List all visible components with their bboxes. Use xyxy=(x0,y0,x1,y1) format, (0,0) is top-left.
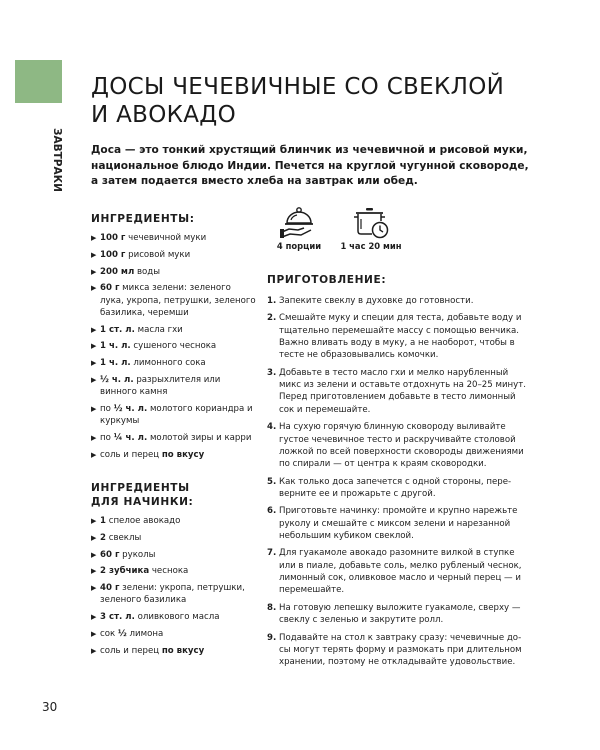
portions-label: 4 порции xyxy=(276,241,322,251)
ingredient-item-bold: 1 ст. л. xyxy=(100,324,135,335)
filling-item-text: зелени: укропа, петрушки, зеленого базилика xyxy=(100,583,245,606)
section-color-marker xyxy=(15,60,62,103)
portions-info xyxy=(264,207,334,251)
ingredient-item xyxy=(91,282,256,319)
ingredient-item-after: молотого кориандра и куркумы xyxy=(100,403,253,427)
step-item xyxy=(267,476,529,501)
ingredients-heading: ИНГРЕДИЕНТЫ: xyxy=(91,213,195,225)
step-item xyxy=(267,547,529,596)
filling-item-text: оливкового масла xyxy=(134,612,220,623)
step-number: 6. xyxy=(267,506,277,517)
ingredient-item xyxy=(91,266,256,278)
ingredient-item xyxy=(91,374,256,398)
step-number: 9. xyxy=(267,632,277,643)
filling-item xyxy=(91,549,256,561)
ingredient-item-text: масла гхи xyxy=(134,324,183,335)
preparation-column xyxy=(267,273,529,674)
serving-cloche-icon xyxy=(280,207,318,239)
filling-heading xyxy=(91,481,256,509)
filling-heading-line-2: ДЛЯ НАЧИНКИ: xyxy=(91,495,194,508)
filling-item-text: спелое авокадо xyxy=(105,515,181,526)
ingredient-item-bold: 1 ч. л. xyxy=(100,358,131,369)
step-text: Как только доса запечется с одной стороны, переверните ее и прожарьте с другой. xyxy=(279,476,512,499)
ingredient-item-text: рисовой муки xyxy=(125,249,191,260)
filling-item-bold: 3 ст. л. xyxy=(100,612,135,623)
step-number: 1. xyxy=(267,296,277,306)
ingredient-item-text: соль и перец xyxy=(100,449,162,460)
ingredient-item xyxy=(91,432,256,444)
recipe-intro: Доса — это тонкий хрустящий блинчик из чечевичной и рисовой муки, национальное блюдо Индии. Печется на круглой чугунной сковороде, а затем подается вместо хлеба на завтрак или обед. xyxy=(91,144,529,187)
ingredient-item-bold: 60 г xyxy=(100,283,120,294)
step-text: Для гуакамоле авокадо разомните вилкой в ступке или в пиале, добавьте соль, мелко рубленый чеснок, лимонный сок, оливковое масло и черный перец — и перемешайте. xyxy=(279,548,522,596)
page-number: 30 xyxy=(42,700,58,714)
filling-list xyxy=(91,515,256,657)
step-item xyxy=(267,421,529,470)
step-item xyxy=(267,367,529,416)
ingredient-item-text: лимонного сока xyxy=(130,358,206,369)
filling-item-after-bold: ½ xyxy=(117,628,127,639)
recipe-meta xyxy=(264,207,424,257)
steps-list xyxy=(267,295,529,669)
filling-item-text: чеснока xyxy=(149,566,189,577)
ingredient-item-after: молотой зиры и карри xyxy=(147,432,252,443)
step-item xyxy=(267,295,529,307)
ingredient-item xyxy=(91,232,256,244)
ingredient-item-text: разрыхлителя или винного камня xyxy=(100,374,221,398)
filling-item-after-bold: по вкусу xyxy=(161,645,205,656)
filling-item xyxy=(91,515,256,527)
ingredient-item xyxy=(91,324,256,336)
filling-item-text: свеклы xyxy=(105,532,142,543)
ingredient-item-bold: 100 г xyxy=(100,233,126,243)
ingredient-item-text: микса зелени: зеленого лука, укропа, петрушки, зеленого базилика, черемши xyxy=(100,283,256,318)
step-number: 4. xyxy=(267,422,277,433)
step-text: На сухую горячую блинную сковороду выливайте густое чечевичное тесто и раскручивайте столовой ложкой по всей поверхности сковороды движениями по спирали — от центра к краям сковородки. xyxy=(279,422,524,470)
filling-item-text: соль и перец xyxy=(100,645,162,656)
step-number: 3. xyxy=(267,367,277,378)
ingredient-item-bold: 100 г xyxy=(100,249,126,260)
step-text: Добавьте в тесто масло гхи и мелко нарубленный микс из зелени и оставьте отдохнуть на 20–25 минут. Перед приготовлением добавьте в тесто лимонный сок и перемешайте. xyxy=(279,367,526,415)
step-item xyxy=(267,505,529,542)
ingredient-item-text: воды xyxy=(134,266,161,277)
filling-item xyxy=(91,532,256,544)
ingredient-item xyxy=(91,449,256,461)
step-item xyxy=(267,632,529,669)
ingredient-item-text: по xyxy=(100,432,114,443)
ingredients-column xyxy=(91,212,256,662)
step-number: 2. xyxy=(267,313,277,324)
ingredient-item-bold: 1 ч. л. xyxy=(100,341,131,352)
step-item xyxy=(267,312,529,361)
pot-timer-icon xyxy=(352,207,390,239)
filling-item-text: сок xyxy=(100,628,118,639)
section-label: ЗАВТРАКИ xyxy=(51,128,63,192)
ingredient-item xyxy=(91,403,256,427)
filling-item xyxy=(91,645,256,657)
filling-item xyxy=(91,565,256,577)
step-text: Смешайте муку и специи для теста, добавьте воду и тщательно перемешайте массу с помощью венчика. Важно вливать воду в муку, а не наоборот, чтобы в тесте не образовывались комочки. xyxy=(279,313,522,361)
step-text: Приготовьте начинку: промойте и крупно нарежьте руколу и смешайте с миксом зелени и нарезанной небольшим кубиком свеклой. xyxy=(279,506,518,541)
filling-item-bold: 2 xyxy=(100,532,106,543)
step-number: 5. xyxy=(267,476,277,487)
filling-item xyxy=(91,582,256,606)
filling-item-bold: 60 г xyxy=(100,549,120,560)
recipe-title xyxy=(91,73,504,129)
ingredient-item xyxy=(91,340,256,352)
filling-item-bold: 1 xyxy=(100,515,106,526)
step-text: Подавайте на стол к завтраку сразу: чечевичные досы могут терять форму и размокать при длительном хранении, поэтому не откладывайте удовольствие. xyxy=(279,632,522,668)
ingredient-item-after-bold: по вкусу xyxy=(161,449,205,460)
ingredient-item-text: по xyxy=(100,403,114,414)
title-line-1: ДОСЫ ЧЕЧЕВИЧНЫЕ СО СВЕКЛОЙ xyxy=(91,74,505,100)
ingredient-item xyxy=(91,357,256,369)
time-label: 1 час 20 мин xyxy=(340,241,402,251)
step-item xyxy=(267,602,529,627)
step-text: Запеките свеклу в духовке до готовности. xyxy=(279,296,474,306)
ingredients-list xyxy=(91,232,256,461)
ingredient-item-after-bold: ¼ ч. л. xyxy=(113,432,148,443)
time-info xyxy=(336,207,406,251)
ingredient-item-bold: ½ ч. л. xyxy=(100,374,134,385)
filling-item-after: лимона xyxy=(126,628,164,639)
filling-item-bold: 2 зубчика xyxy=(100,566,150,577)
filling-item xyxy=(91,628,256,640)
title-line-2: И АВОКАДО xyxy=(91,102,236,128)
step-text: На готовую лепешку выложите гуакамоле, сверху — свеклу с зеленью и закрутите ролл. xyxy=(279,602,521,626)
preparation-heading: ПРИГОТОВЛЕНИЕ: xyxy=(267,274,387,286)
ingredient-item-bold: 200 мл xyxy=(100,266,135,277)
ingredient-item-text: сушеного чеснока xyxy=(130,341,217,352)
ingredient-item-text: чечевичной муки xyxy=(125,233,207,243)
ingredient-item-after-bold: ½ ч. л. xyxy=(113,403,148,414)
filling-item-text: руколы xyxy=(119,549,156,560)
step-number: 8. xyxy=(267,602,277,613)
ingredient-item xyxy=(91,249,256,261)
step-number: 7. xyxy=(267,548,277,559)
filling-item-bold: 40 г xyxy=(100,583,120,594)
filling-heading-line-1: ИНГРЕДИЕНТЫ xyxy=(91,481,190,494)
filling-item xyxy=(91,611,256,623)
